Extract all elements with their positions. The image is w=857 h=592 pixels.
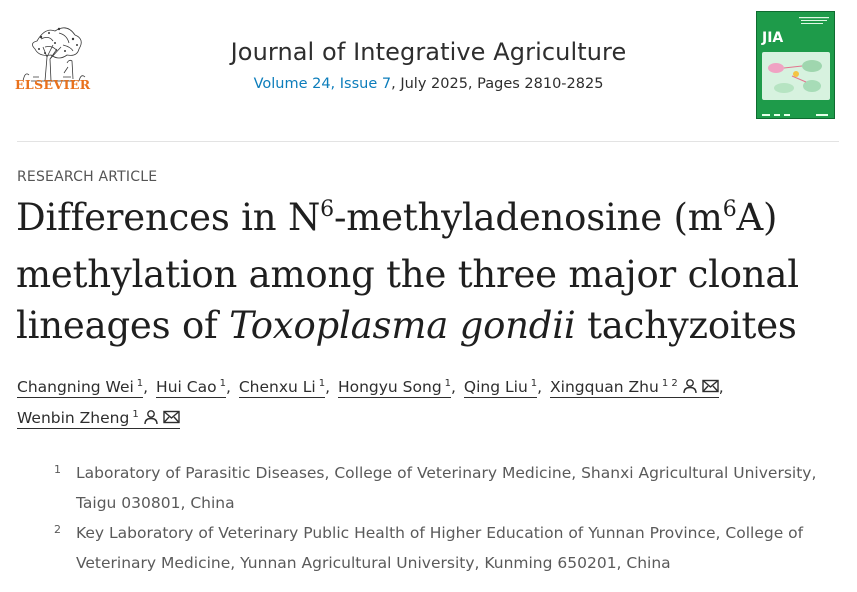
title-text-4: tachyzoites: [575, 304, 797, 347]
author-affiliation-ref: 1: [318, 378, 326, 389]
person-icon: [143, 409, 159, 425]
affiliation-item: [52, 458, 832, 518]
volume-issue-link[interactable]: Volume 24, Issue 7: [253, 76, 392, 92]
author-affiliation-ref: 1 2: [661, 378, 678, 389]
author-name: Chenxu Li: [238, 378, 316, 396]
author-name: Hongyu Song: [337, 378, 442, 396]
author-link-corresponding[interactable]: [550, 378, 719, 398]
affiliation-text: Laboratory of Parasitic Diseases, College of Veterinary Medicine, Shanxi Agricultural University, Taigu 030801, China: [76, 464, 817, 512]
cover-masthead: [761, 16, 831, 29]
cover-badge: JIA: [762, 30, 784, 46]
affiliation-number: 1: [54, 463, 61, 476]
author-name: Xingquan Zhu: [550, 378, 659, 396]
author-list: Changning Wei $^1$, Hui Cao $^1$, Chenxu Li $^1$, Hongyu Song $^1$, Qing Liu $^1$, Xingquan Zhu $^{1 2}$ , Wenbin Zheng $^1$: [17, 378, 724, 427]
title-superscript-1: 6: [320, 197, 334, 222]
author-link[interactable]: [239, 378, 325, 398]
author-link-corresponding[interactable]: [17, 409, 180, 429]
author-name: Qing Liu: [463, 378, 528, 396]
affiliation-number: 2: [54, 523, 61, 536]
title-text-1: Differences in N: [16, 196, 321, 239]
envelope-icon: [702, 379, 719, 393]
cover-footer: [762, 105, 830, 113]
title-text-2: -methyladenosine (m: [333, 196, 723, 239]
affiliation-item: [52, 518, 832, 578]
author-affiliation-ref: 1: [132, 409, 139, 420]
article-type: RESEARCH ARTICLE: [17, 169, 158, 185]
journal-title[interactable]: Journal of Integrative Agriculture: [230, 38, 627, 66]
issue-line: [0, 76, 857, 92]
cover-illustration: [762, 52, 830, 100]
article-header: [0, 0, 857, 142]
journal-cover-thumbnail[interactable]: [756, 11, 835, 119]
author-link[interactable]: [464, 378, 537, 398]
author-name: Wenbin Zheng: [17, 409, 130, 427]
header-divider: [17, 141, 839, 142]
title-text-3: A) methylation among the three major clonal lineages of: [16, 196, 799, 347]
affiliation-list: [52, 458, 832, 578]
title-superscript-2: 6: [722, 197, 737, 222]
article-title: [16, 192, 846, 351]
publisher-name: ELSEVIER: [15, 77, 91, 92]
author-name: Changning Wei: [17, 378, 134, 396]
person-icon: [682, 378, 698, 394]
author-name: Hui Cao: [156, 378, 217, 396]
author-affiliation-ref: 1: [444, 378, 452, 389]
title-species-name: Toxoplasma gondii: [229, 304, 576, 347]
issue-details: , July 2025, Pages 2810-2825: [391, 76, 604, 92]
author-affiliation-ref: 1: [136, 378, 144, 389]
author-affiliation-ref: 1: [219, 378, 226, 389]
author-affiliation-ref: 1: [530, 378, 538, 389]
journal-info: [0, 38, 857, 92]
envelope-icon: [163, 410, 180, 424]
affiliation-text: Key Laboratory of Veterinary Public Health of Higher Education of Yunnan Province, College of Veterinary Medicine, Yunnan Agricultural University, Kunming 650201, China: [76, 524, 804, 572]
author-link[interactable]: [338, 378, 451, 398]
author-link[interactable]: [156, 378, 226, 398]
author-link[interactable]: [17, 378, 143, 398]
